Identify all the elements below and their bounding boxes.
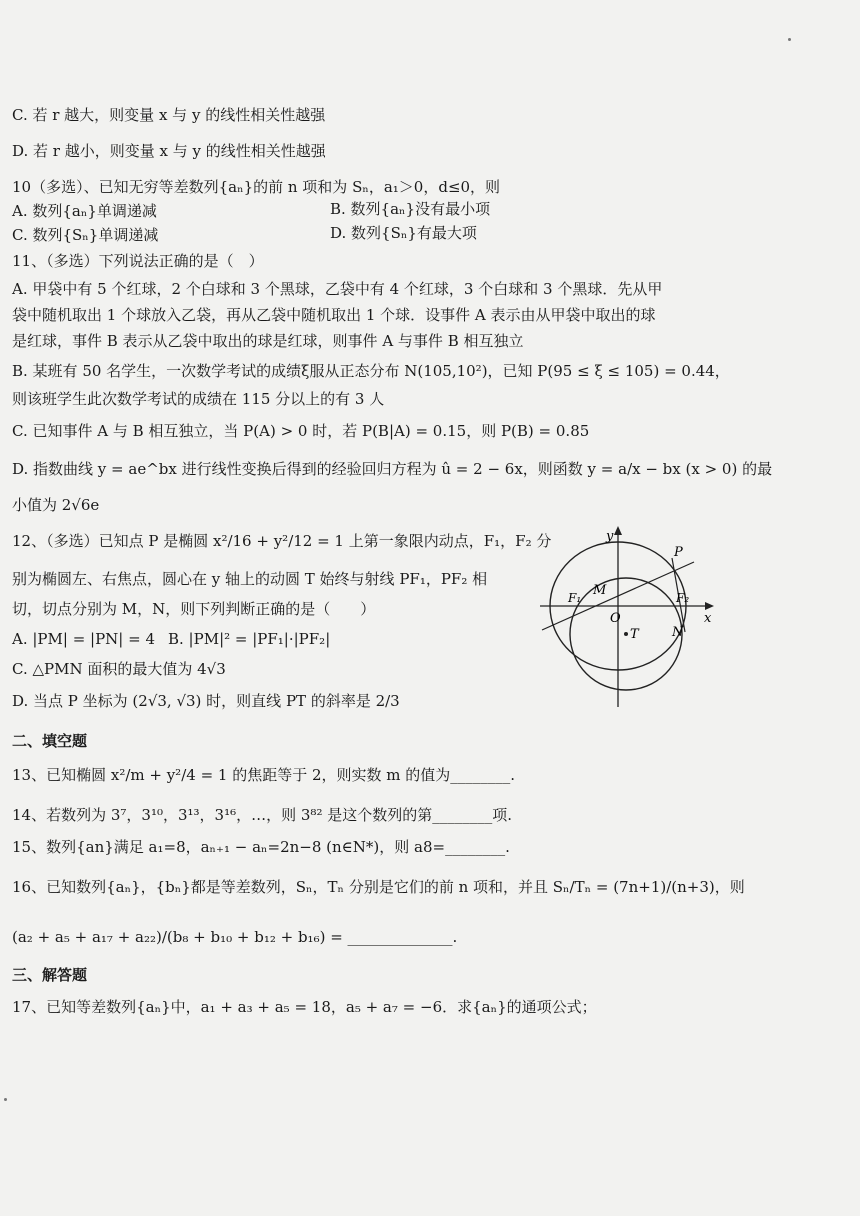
q12-option-b: B. |PM|² = |PF₁|·|PF₂| [168,630,331,648]
question-12-line3: 切，切点分别为 M，N，则下列判断正确的是（ ） [12,600,376,618]
question-13: 13、已知椭圆 x²/m + y²/4 = 1 的焦距等于 2，则实数 m 的值为________. [12,766,516,784]
question-10: 10（多选）、已知无穷等差数列{aₙ}的前 n 项和为 Sₙ，a₁＞0，d≤0，则 [12,178,501,196]
ellipse-circle-figure [530,522,730,712]
label-f2: F₂ [676,591,690,605]
q10-option-c: C. 数列{Sₙ}单调递减 [12,226,159,244]
label-t: T [630,627,639,642]
q12-option-a: A. |PM| = |PN| = 4 [12,630,156,648]
q11-option-a-line3: 是红球，事件 B 表示从乙袋中取出的球是红球，则事件 A 与事件 B 相互独立 [12,332,524,350]
q11-option-c: C. 已知事件 A 与 B 相互独立，当 P(A) > 0 时，若 P(B|A) = 0.15，则 P(B) = 0.85 [12,422,590,440]
q10-option-b: B. 数列{aₙ}没有最小项 [330,200,491,218]
x-axis-arrow [705,602,714,610]
question-16-line2: (a₂ + a₅ + a₁₇ + a₂₂)/(b₈ + b₁₀ + b₁₂ + b₁₆) = ______________. [12,928,458,946]
label-m: M [593,583,607,598]
q11-option-d-line2: 小值为 2√6e [12,496,100,514]
label-y: y [606,529,614,544]
q12-option-c: C. △PMN 面积的最大值为 4√3 [12,660,226,678]
question-16-line1: 16、已知数列{aₙ}，{bₙ}都是等差数列，Sₙ，Tₙ 分别是它们的前 n 项和，并且 Sₙ/Tₙ = (7n+1)/(n+3)，则 [12,878,745,896]
question-12-line1: 12、（多选）已知点 P 是椭圆 x²/16 + y²/12 = 1 上第一象限内动点，F₁，F₂ 分 [12,532,552,550]
option-d-correlation: D. 若 r 越小，则变量 x 与 y 的线性相关性越强 [12,142,326,160]
option-c-correlation: C. 若 r 越大，则变量 x 与 y 的线性相关性越强 [12,106,326,124]
label-f1: F₁ [568,591,582,605]
y-axis-arrow [614,526,622,535]
q11-option-a-line2: 袋中随机取出 1 个球放入乙袋，再从乙袋中随机取出 1 个球．设事件 A 表示由从甲袋中取出的球 [12,306,656,324]
q11-option-d-line1: D. 指数曲线 y = ae^bx 进行线性变换后得到的经验回归方程为 û = 2 − 6x，则函数 y = a/x − bx (x > 0) 的最 [12,460,773,478]
scan-speck [4,1098,7,1101]
q10-option-d: D. 数列{Sₙ}有最大项 [330,224,477,242]
point-t [624,632,628,636]
label-p: P [674,545,683,560]
q11-option-b-line1: B. 某班有 50 名学生，一次数学考试的成绩ξ服从正态分布 N(105,10²)，已知 P(95 ≤ ξ ≤ 105) = 0.44， [12,362,730,380]
q11-option-a-line1: A. 甲袋中有 5 个红球，2 个白球和 3 个黑球，乙袋中有 4 个红球，3 个白球和 3 个黑球．先从甲 [12,280,663,298]
section-3-heading: 三、解答题 [12,966,88,984]
q12-option-d: D. 当点 P 坐标为 (2√3, √3) 时，则直线 PT 的斜率是 2/3 [12,692,400,710]
scan-speck [788,38,791,41]
q10-option-a: A. 数列{aₙ}单调递减 [12,202,157,220]
q11-option-b-line2: 则该班学生此次数学考试的成绩在 115 分以上的有 3 人 [12,390,385,408]
question-11: 11、（多选）下列说法正确的是（ ） [12,252,264,270]
label-n: N [672,625,684,640]
question-12-line2: 别为椭圆左、右焦点，圆心在 y 轴上的动圆 T 始终与射线 PF₁，PF₂ 相 [12,570,488,588]
label-x: x [704,611,712,626]
label-o: O [610,611,621,626]
question-15: 15、数列{an}满足 a₁=8，aₙ₊₁ − aₙ=2n−8 (n∈N*)，则 a8=________. [12,838,510,856]
question-14: 14、若数列为 3⁷，3¹⁰，3¹³，3¹⁶，…，则 3⁸² 是这个数列的第________项. [12,806,512,824]
section-2-heading: 二、填空题 [12,732,88,750]
question-17: 17、已知等差数列{aₙ}中，a₁ + a₃ + a₅ = 18，a₅ + a₇ = −6．求{aₙ}的通项公式； [12,998,597,1016]
